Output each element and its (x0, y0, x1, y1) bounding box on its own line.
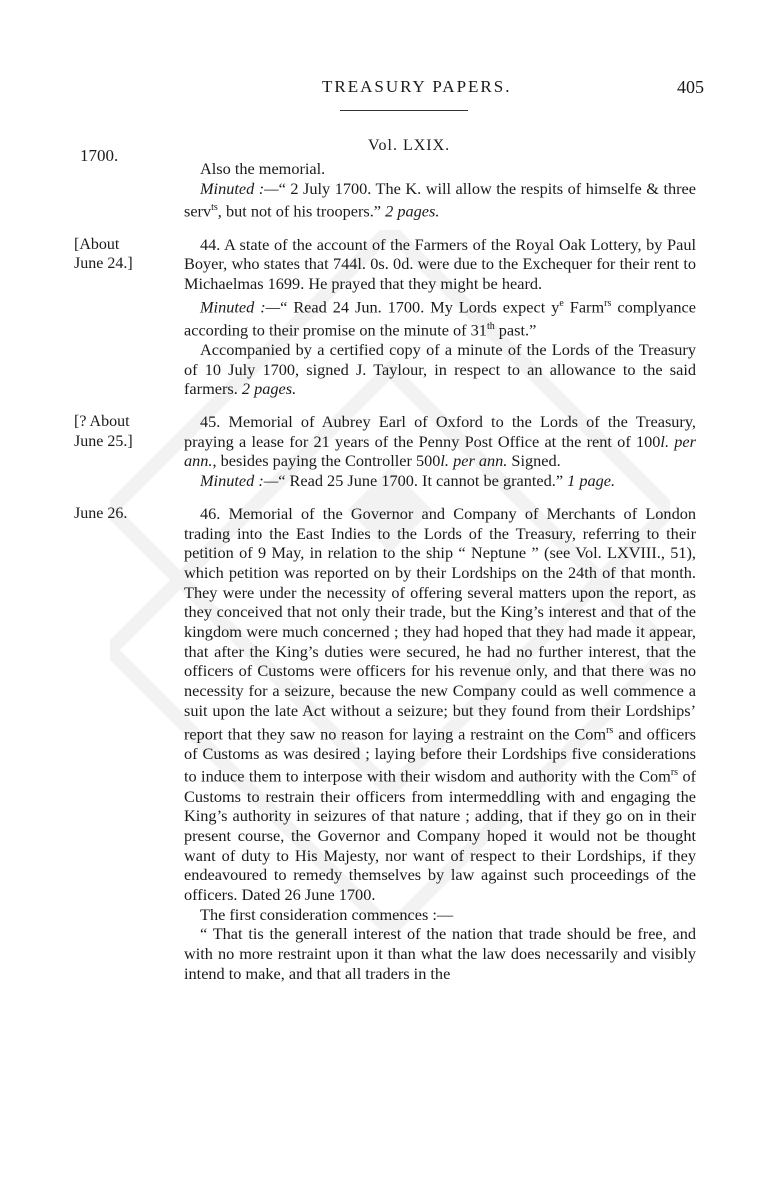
entry-date: [? About June 25.] (74, 413, 133, 450)
intro-line: Also the memorial. (200, 159, 326, 178)
entry-date: June 26. (74, 504, 128, 522)
entry-minute: Minuted :—“ Read 25 June 1700. It cannot be granted.” 1 page. (200, 471, 616, 491)
entry-consideration-quote: “ That tis the generall interest of the nation that trade should be free, and with no more restraint upon it than what the law does necessarily and visibly intend to make, and that all traders in the (184, 924, 696, 983)
entry-accompanied: Accompanied by a certified copy of a minute of the Lords of the Treasury of 10 July 1700, signed J. Taylour, in respect to an allowance to the said farmers. 2 pages. (184, 339, 696, 399)
entry-45 (74, 412, 696, 491)
page-number: 405 (677, 77, 704, 97)
entry-44 (74, 234, 696, 399)
intro-minute: Minuted :—“ 2 July 1700. The K. will allow the respits of himselfe & three serv$^{ts}$, but not of his troopers.” 2 pages. (184, 178, 696, 221)
entry-text: 44. A state of the account of the Farmers of the Royal Oak Lottery, by Paul Boyer, who states that 744l. 0s. 0d. were due to the Exchequer for their rent to Michaelmas 1699. He prayed that they might be heard. (184, 234, 696, 293)
entry-46 (74, 503, 697, 984)
entry-date: [About June 24.] (74, 235, 133, 273)
entry-text: 46. Memorial of the Governor and Company of Merchants of London trading into the East Indies to the Lords of the Treasury, referring to their petition of 9 May, in relation to the ship “ Neptune ” (see Vol. LXVIII., 51), which petition was reported on by their Lordships on the 24th of that month. They were under the necessity of offering several matters upon the report, as they conceived that not only their trade, but the King’s interest and that of the kingdom were much concerned ; they had hoped that they had made it appear, that after the King’s duties were secured, he had no further interest, that the officers of Customs were officers for his revenue only, and that there was no necessity for a seizure, because the new Company could as well commence a suit upon the late Act without a seizure; but they found from their Lordships’ report that they saw no reason for laying a restraint on the Com$^{rs}$ and officers of Customs as was desired ; laying before their Lordships five considerations to induce them to interpose with their wisdom and authority with the Com$^{rs}$ of Customs to restrain their officers from intermeddling with and engaging the King’s authority in seizures of that nature ; adding, that if they go on in their present course, the Governor and Company hoped it would not be thought want of duty to His Majesty, nor want of respect to their Lordships, if they endeavoured to remedy themselves by law against such proceedings of the officers. Dated 26 June 1700. (184, 503, 697, 905)
year-margin: 1700. (80, 146, 119, 165)
intro-block (184, 159, 696, 222)
volume-heading: Vol. LXIX. (368, 137, 451, 154)
entry-minute: Minuted :—“ Read 24 Jun. 1700. My Lords expect $y^e$ Farm$^{rs}$ complyance according to their promise on the minute of 31th past.” (184, 297, 696, 340)
page-body (74, 159, 697, 984)
entry-text: 45. Memorial of Aubrey Earl of Oxford to the Lords of the Treasury, praying a lease for 21 years of the Penny Post Office at the rent of 100l. per ann., besides paying the Controller 500l. per ann. Signed. (184, 412, 696, 471)
running-title: TREASURY PAPERS. (322, 77, 512, 96)
header-rule (340, 110, 468, 111)
entry-consideration-intro: The first consideration commences :— (200, 904, 454, 924)
